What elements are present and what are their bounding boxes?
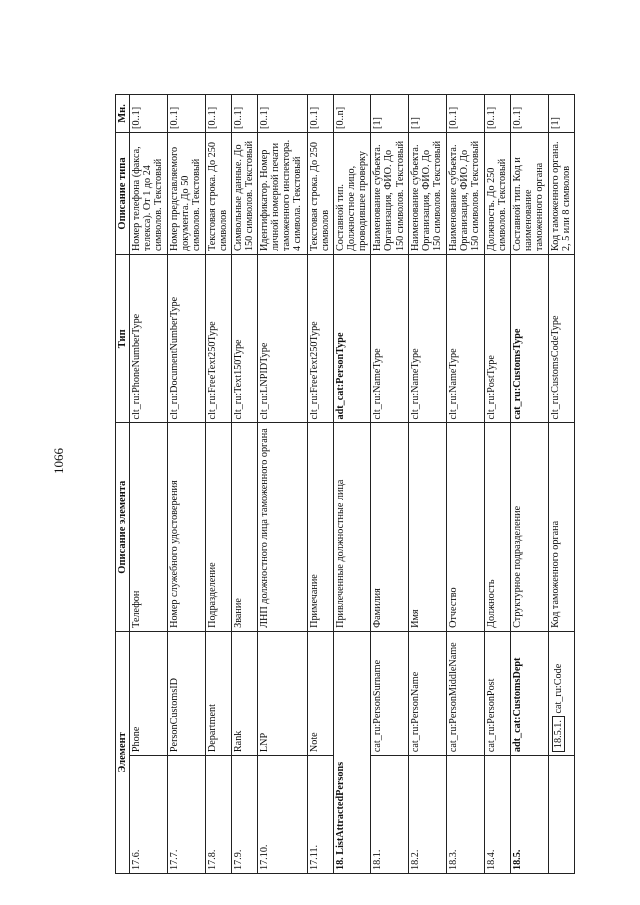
element-description: Фамилия xyxy=(371,423,409,631)
element-description: Должность xyxy=(484,423,510,631)
element-name: adt_cat:CustomsDept xyxy=(510,631,548,755)
table-row xyxy=(371,95,409,874)
element-name: Note xyxy=(307,631,333,755)
element-name: cat_ru:Code xyxy=(552,663,564,714)
element-name-combined xyxy=(333,631,371,873)
multiplicity: [0..1] xyxy=(510,95,548,133)
element-name: cat_ru:PersonName xyxy=(409,631,447,755)
element-type: clt_ru:DocumentNumberType xyxy=(168,255,206,423)
multiplicity: [0..1] xyxy=(446,95,484,133)
element-name-nested xyxy=(548,631,574,755)
table-row xyxy=(333,95,371,874)
multiplicity: [0..n] xyxy=(333,95,371,133)
multiplicity: [1] xyxy=(409,95,447,133)
row-number: 17.8. xyxy=(205,756,231,874)
table-row xyxy=(130,95,168,874)
table-row xyxy=(307,95,333,874)
table-row xyxy=(548,95,574,874)
elements-table xyxy=(115,94,575,874)
row-number: 17.10. xyxy=(258,756,307,874)
row-number: 18.3. xyxy=(446,756,484,874)
header-element-description: Описание элемента xyxy=(116,423,130,631)
element-type: clt_ru:LNPIDType xyxy=(258,255,307,423)
element-description: Отчество xyxy=(446,423,484,631)
row-number: 18. xyxy=(334,857,346,870)
type-description: Составной тип. Код и наименование таможенного органа xyxy=(510,132,548,254)
row-number: 17.6. xyxy=(130,756,168,874)
element-type: clt_ru:PostType xyxy=(484,255,510,423)
row-number: 18.1. xyxy=(371,756,409,874)
header-element: Элемент xyxy=(116,631,130,873)
element-type: clt_ru:PhoneNumberType xyxy=(130,255,168,423)
row-number: 18.5. xyxy=(510,756,548,874)
element-name: Department xyxy=(205,631,231,755)
table-row xyxy=(510,95,548,874)
element-type: clt_ru:NameType xyxy=(446,255,484,423)
element-name: LNP xyxy=(258,631,307,755)
element-name: Phone xyxy=(130,631,168,755)
type-description: Наименование субъекта. Организация, ФИО. До 150 символов. Текстовый xyxy=(409,132,447,254)
element-description: Номер служебного удостоверения xyxy=(168,423,206,631)
element-type: clt_ru:NameType xyxy=(371,255,409,423)
element-name: PersonCustomsID xyxy=(168,631,206,755)
type-description: Символьные данные. До 150 символов. Текстовый xyxy=(232,132,258,254)
element-name: cat_ru:PersonPost xyxy=(484,631,510,755)
header-type-description: Описание типа xyxy=(116,132,130,254)
element-type: clt_ru:NameType xyxy=(409,255,447,423)
element-description: Код таможенного органа xyxy=(548,423,574,631)
header-multiplicity: Мн. xyxy=(116,95,130,133)
page-number: 1066 xyxy=(51,448,66,474)
table-row xyxy=(168,95,206,874)
element-description: Звание xyxy=(232,423,258,631)
table-row xyxy=(232,95,258,874)
element-type: clt_ru:FreeText250Type xyxy=(307,255,333,423)
row-number xyxy=(548,756,574,874)
multiplicity: [0..1] xyxy=(205,95,231,133)
multiplicity: [0..1] xyxy=(307,95,333,133)
row-number: 18.4. xyxy=(484,756,510,874)
element-type: clt_ru:Text150Type xyxy=(232,255,258,423)
element-type: clt_ru:FreeText250Type xyxy=(205,255,231,423)
multiplicity: [0..1] xyxy=(258,95,307,133)
element-description: ЛНП должностного лица таможенного органа xyxy=(258,423,307,631)
sub-row-number: 18.5.1. xyxy=(552,716,565,752)
multiplicity: [0..1] xyxy=(232,95,258,133)
table-row xyxy=(409,95,447,874)
type-description: Наименование субъекта. Организация, ФИО. До 150 символов. Текстовый xyxy=(446,132,484,254)
type-description: Код таможенного органа. 2, 5 или 8 символов xyxy=(548,132,574,254)
element-description: Имя xyxy=(409,423,447,631)
type-description: Идентификатор. Номер личной номерной печати таможенного инспектора. 4 символа. Текстовый xyxy=(258,132,307,254)
element-description: Привлеченные должностные лица xyxy=(333,423,371,631)
type-description: Составной тип. Должностное лицо, проводившее проверку xyxy=(333,132,371,254)
element-name: Rank xyxy=(232,631,258,755)
row-number: 17.9. xyxy=(232,756,258,874)
type-description: Номер представляемого документа. До 50 символов. Текстовый xyxy=(168,132,206,254)
multiplicity: [1] xyxy=(371,95,409,133)
element-description: Телефон xyxy=(130,423,168,631)
header-type: Тип xyxy=(116,255,130,423)
rotated-table-container xyxy=(115,94,575,874)
table-header-row xyxy=(116,95,130,874)
element-type: clt_ru:CustomsCodeType xyxy=(548,255,574,423)
row-number: 18.2. xyxy=(409,756,447,874)
table-row xyxy=(205,95,231,874)
table-row xyxy=(484,95,510,874)
element-description: Структурное подразделение xyxy=(510,423,548,631)
element-name: ListAttractedPersons xyxy=(334,761,346,855)
type-description: Номер телефона (факса, телекса). От 1 до 24 символов. Текстовый xyxy=(130,132,168,254)
multiplicity: [0..1] xyxy=(130,95,168,133)
element-type: adt_cat:PersonType xyxy=(333,255,371,423)
row-number: 17.11. xyxy=(307,756,333,874)
type-description: Должность. До 250 символов. Текстовый xyxy=(484,132,510,254)
type-description: Текстовая строка. До 250 символов xyxy=(205,132,231,254)
element-description: Примечание xyxy=(307,423,333,631)
multiplicity: [0..1] xyxy=(484,95,510,133)
element-description: Подразделение xyxy=(205,423,231,631)
element-name: cat_ru:PersonSurname xyxy=(371,631,409,755)
row-number: 17.7. xyxy=(168,756,206,874)
table-row xyxy=(258,95,307,874)
multiplicity: [0..1] xyxy=(168,95,206,133)
type-description: Наименование субъекта. Организация, ФИО. До 150 символов. Текстовый xyxy=(371,132,409,254)
table-row xyxy=(446,95,484,874)
element-name: cat_ru:PersonMiddleName xyxy=(446,631,484,755)
element-type: cat_ru:CustomsType xyxy=(510,255,548,423)
type-description: Текстовая строка. До 250 символов xyxy=(307,132,333,254)
multiplicity: [1] xyxy=(548,95,574,133)
